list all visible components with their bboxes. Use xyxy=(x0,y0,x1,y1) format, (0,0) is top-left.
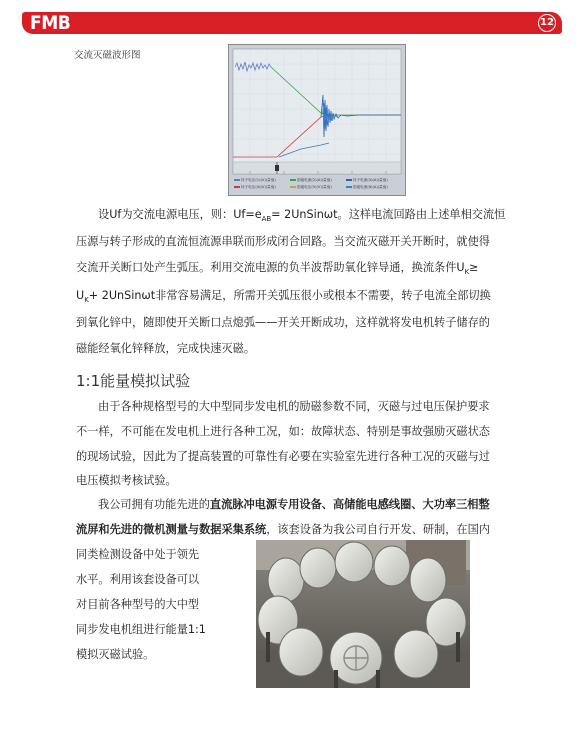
legend-label: 励磁电流(6)(A)(量值) xyxy=(353,185,388,189)
waveform-plot xyxy=(229,45,405,195)
text: 交流开关断口处产生弧压。利用交流电源的负半波帮助氧化锌导通，换流条件U xyxy=(76,261,465,274)
bold-text: 直流脉冲电源专用设备 xyxy=(209,498,322,511)
paragraph-line xyxy=(76,204,554,231)
text: 设Uf为交流电源电压，则：Uf=e xyxy=(98,208,262,221)
legend-swatch xyxy=(234,186,240,188)
legend-label: 转子电压(4)(V)(量值) xyxy=(241,185,276,189)
paragraph-line: 水平。利用该套设备可以 xyxy=(76,573,200,586)
paragraph-line: 不一样，不可能在发电机上进行各种工况，如：故障状态、特别是事故强励灭磁状态 xyxy=(76,425,490,438)
paragraph-line: 电压模拟考核试验。 xyxy=(76,474,177,487)
bold-text: 、 xyxy=(411,498,423,511)
bold-text: 高储能电感线圈 xyxy=(332,498,412,511)
text: 我公司拥有功能先进的 xyxy=(98,498,210,511)
paragraph-line: 同步发电机组进行能量1:1 xyxy=(76,623,206,636)
subscript: AB xyxy=(261,215,272,224)
legend-swatch xyxy=(234,179,240,181)
paragraph-line xyxy=(76,396,554,419)
text: ≥ xyxy=(469,261,479,274)
legend-swatch xyxy=(290,179,296,181)
legend-swatch xyxy=(346,186,352,188)
legend-label: 转子电压(1)(V)(量值) xyxy=(241,178,276,182)
subscript: K xyxy=(464,268,470,277)
legend-item xyxy=(346,178,388,183)
paragraph-line: 模拟灭磁试验。 xyxy=(76,648,155,661)
legend-item xyxy=(346,185,388,190)
legend-swatch xyxy=(346,179,352,181)
legend-swatch xyxy=(290,186,296,188)
subscript: K xyxy=(84,296,89,305)
legend-label: 转子电流(3)(A)(量值) xyxy=(353,178,388,182)
section-title: 1:1能量模拟试验 xyxy=(76,372,191,390)
bold-text: 、 xyxy=(321,498,333,511)
paragraph-line: 压源与转子形成的直流恒流源串联而形成闭合回路。当交流灭磁开关开断时，就使得 xyxy=(76,235,490,248)
legend-item xyxy=(290,185,332,190)
waveform-figure xyxy=(228,44,406,196)
legend-label: 励磁电压(5)(V)(量值) xyxy=(297,185,332,189)
paragraph-line: 到氧化锌中，随即使开关断口点熄弧——开关开断成功，这样就将发电机转子储存的 xyxy=(76,316,490,329)
brand-logo: FMB xyxy=(30,12,71,34)
coil-equipment-photo xyxy=(256,540,470,688)
header-bar xyxy=(22,12,562,34)
paragraph-line: 同类检测设备中处于领先 xyxy=(76,548,200,561)
legend-item xyxy=(234,185,276,190)
paragraph-line xyxy=(76,285,554,312)
page-number: 12 xyxy=(538,14,556,32)
paragraph-line xyxy=(76,494,554,517)
coil-photo-illustration xyxy=(256,540,470,688)
paragraph-line: 对目前各种型号的大中型 xyxy=(76,598,200,611)
paragraph-line xyxy=(76,519,554,542)
text: 由于各种规格型号的大中型同步发电机的励磁参数不同，灭磁与过电压保护要求 xyxy=(98,400,490,413)
bold-text: 流屏和先进的微机测量与数据采集系统 xyxy=(76,523,267,536)
figure-caption: 交流灭磁波形图 xyxy=(74,50,141,61)
text: = 2UnSinωt。这样电流回路由上述单相交流恒 xyxy=(271,208,506,221)
text: + 2UnSinωt非常容易满足，所需开关弧压很小或根本不需要，转子电流全部切换 xyxy=(88,289,491,302)
legend-item xyxy=(234,178,276,183)
waveform-legend xyxy=(232,178,402,194)
paragraph-line: 磁能经氧化锌释放，完成快速灭磁。 xyxy=(76,342,256,355)
text: ，该套设备为我公司自行开发、研制，在国内 xyxy=(266,523,490,536)
text: U xyxy=(76,289,85,302)
paragraph-line: 的现场试验，因此为了提高装置的可靠性有必要在实验室先进行各种工况的灭磁与过 xyxy=(76,450,490,463)
bold-text: 大功率三相整 xyxy=(422,498,490,511)
legend-item xyxy=(290,178,332,183)
paragraph-line xyxy=(76,257,554,284)
legend-label: 励磁电流(2)(A)(量值) xyxy=(297,178,332,182)
